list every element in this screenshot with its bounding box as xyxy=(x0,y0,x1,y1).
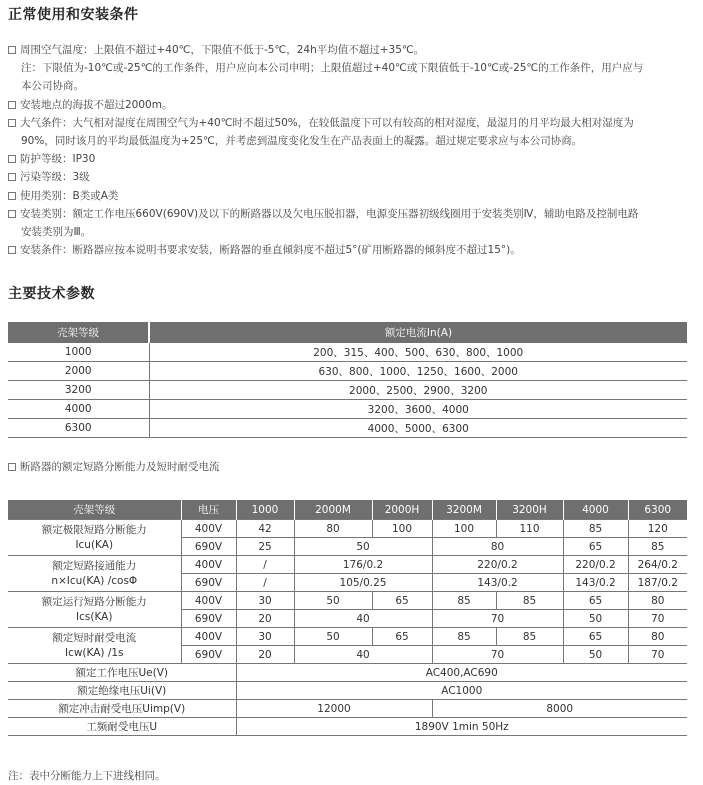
value-cell: 220/0.2 xyxy=(432,556,563,574)
value-cell: 85 xyxy=(496,628,563,646)
value-cell: 50 xyxy=(563,610,628,628)
value-cell: 264/0.2 xyxy=(628,556,687,574)
ui-value: AC1000 xyxy=(236,682,687,700)
header-1000: 1000 xyxy=(236,500,294,520)
value-cell: 65 xyxy=(563,628,628,646)
value-cell: 105/0.25 xyxy=(294,574,432,592)
value-cell: 143/0.2 xyxy=(432,574,563,592)
value-cell: 80 xyxy=(432,538,563,556)
value-cell: 100 xyxy=(372,520,432,538)
value-cell: 80 xyxy=(628,628,687,646)
conditions-text: 本公司协商。 xyxy=(21,80,84,93)
conditions-text: 使用类别：B类或A类 xyxy=(20,189,119,202)
conditions-line xyxy=(8,152,95,166)
conditions-line xyxy=(8,43,424,57)
bullet-square-icon xyxy=(8,46,16,54)
value-cell: 80 xyxy=(628,592,687,610)
value-cell: 85 xyxy=(563,520,628,538)
value-cell: 50 xyxy=(294,628,372,646)
section-title-specs: 主要技术参数 xyxy=(8,286,95,302)
value-cell: 50 xyxy=(563,646,628,664)
uimp-value-1: 12000 xyxy=(236,700,432,718)
icw-label: 额定短时耐受电流 Icw(KA) /1s xyxy=(8,628,181,664)
current-cell: 2000、2500、2900、3200 xyxy=(149,381,687,400)
conditions-text: 污染等级：3级 xyxy=(20,171,90,184)
table-row xyxy=(8,592,687,610)
value-cell: 30 xyxy=(236,592,294,610)
conditions-line xyxy=(21,225,91,239)
header-frame: 壳架等级 xyxy=(8,500,181,520)
value-cell: 30 xyxy=(236,628,294,646)
bullet-square-icon xyxy=(8,173,16,181)
bullet-square-icon xyxy=(8,155,16,163)
bullet-square-icon xyxy=(8,119,16,127)
bullet-square-icon xyxy=(8,210,16,218)
value-cell: 85 xyxy=(628,538,687,556)
value-cell: 20 xyxy=(236,610,294,628)
table-row xyxy=(8,700,687,718)
voltage-cell: 690V xyxy=(181,538,236,556)
conditions-text: 安装类别为Ⅲ。 xyxy=(21,226,92,238)
voltage-cell: 400V xyxy=(181,520,236,538)
current-cell: 630、800、1000、1250、1600、2000 xyxy=(149,362,687,381)
header-rated-current: 额定电流In(A) xyxy=(149,322,687,343)
value-cell: 70 xyxy=(432,610,563,628)
bullet-square-icon xyxy=(8,246,16,254)
frame-cell: 6300 xyxy=(8,419,149,438)
table-row xyxy=(8,343,687,362)
frame-cell: 3200 xyxy=(8,381,149,400)
current-cell: 3200、3600、4000 xyxy=(149,400,687,419)
ics-label: 额定运行短路分断能力 Ics(KA) xyxy=(8,592,181,628)
section-title-conditions: 正常使用和安装条件 xyxy=(8,7,139,23)
value-cell: 70 xyxy=(628,646,687,664)
current-cell: 4000、5000、6300 xyxy=(149,419,687,438)
value-cell: 65 xyxy=(372,592,432,610)
value-cell: 120 xyxy=(628,520,687,538)
u-label: 工频耐受电压U xyxy=(8,718,236,736)
header-4000: 4000 xyxy=(563,500,628,520)
conditions-line xyxy=(8,116,634,130)
table-row xyxy=(8,381,687,400)
subtitle-text: 断路器的额定短路分断能力及短时耐受电流 xyxy=(20,461,220,473)
voltage-cell: 400V xyxy=(181,628,236,646)
frame-cell: 4000 xyxy=(8,400,149,419)
value-cell: 85 xyxy=(432,592,496,610)
frame-cell: 2000 xyxy=(8,362,149,381)
conditions-text: 安装地点的海拔不超过2000m。 xyxy=(20,98,173,111)
conditions-text: 90%，同时该月的平均最低温度为+25℃，并考虑到温度变化发生在产品表面上的凝露。超过规定要求应与本公司协商。 xyxy=(21,135,583,147)
value-cell: 42 xyxy=(236,520,294,538)
header-3200m: 3200M xyxy=(432,500,496,520)
value-cell: 50 xyxy=(294,538,432,556)
conditions-line xyxy=(21,79,84,93)
conditions-text: 防护等级：IP30 xyxy=(20,153,96,166)
voltage-cell: 400V xyxy=(181,592,236,610)
voltage-cell: 690V xyxy=(181,610,236,628)
value-cell: 65 xyxy=(563,592,628,610)
ui-label: 额定绝缘电压Ui(V) xyxy=(8,682,236,700)
table-row xyxy=(8,682,687,700)
value-cell: 143/0.2 xyxy=(563,574,628,592)
value-cell: 25 xyxy=(236,538,294,556)
conditions-line xyxy=(8,189,118,203)
icu-label: 额定极限短路分断能力 Icu(KA) xyxy=(8,520,181,556)
table-row xyxy=(8,400,687,419)
table-row xyxy=(8,628,687,646)
bullet-square-icon xyxy=(8,463,16,471)
header-2000m: 2000M xyxy=(294,500,372,520)
header-6300: 6300 xyxy=(628,500,687,520)
table-row xyxy=(8,419,687,438)
value-cell: 85 xyxy=(496,592,563,610)
conditions-text: 安装类别：额定工作电压660V(690V)及以下的断路器以及欠电压脱扣器，电源变压器初级线圈用于安装类别Ⅳ，辅助电路及控制电路 xyxy=(20,207,639,220)
voltage-cell: 400V xyxy=(181,556,236,574)
value-cell: 40 xyxy=(294,610,432,628)
table-row xyxy=(8,718,687,736)
voltage-cell: 690V xyxy=(181,574,236,592)
value-cell: 65 xyxy=(563,538,628,556)
icm-label: 额定短路接通能力 n×Icu(KA) /cosΦ xyxy=(8,556,181,592)
conditions-text: 大气条件：大气相对湿度在周围空气为+40℃时不超过50%，在较低温度下可以有较高的相对湿度，最湿月的月平均最大相对湿度为 xyxy=(20,116,634,129)
conditions-text: 注：下限值为-10℃或-25℃的工作条件，用户应向本公司申明；上限值超过+40℃或下限值低于-10℃或-25℃的工作条件，用户应与 xyxy=(21,62,644,75)
uimp-label: 额定冲击耐受电压Uimp(V) xyxy=(8,700,236,718)
value-cell: / xyxy=(236,574,294,592)
table-row xyxy=(8,664,687,682)
conditions-line xyxy=(8,243,521,257)
value-cell: 176/0.2 xyxy=(294,556,432,574)
value-cell: 50 xyxy=(294,592,372,610)
conditions-line xyxy=(8,98,172,112)
conditions-text: 安装条件：断路器应按本说明书要求安装，断路器的垂直倾斜度不超过5°(矿用断路器的倾斜度不超过15°)。 xyxy=(20,244,521,257)
header-2000h: 2000H xyxy=(372,500,432,520)
subtitle-breaking-capacity xyxy=(8,460,220,474)
value-cell: 65 xyxy=(372,628,432,646)
footnote: 注：表中分断能力上下进线相同。 xyxy=(8,770,166,782)
value-cell: 20 xyxy=(236,646,294,664)
value-cell: / xyxy=(236,556,294,574)
bullet-square-icon xyxy=(8,192,16,200)
conditions-line xyxy=(8,207,638,221)
u-value: 1890V 1min 50Hz xyxy=(236,718,687,736)
voltage-cell: 690V xyxy=(181,646,236,664)
rated-current-table xyxy=(8,322,687,438)
bullet-square-icon xyxy=(8,101,16,109)
table-row xyxy=(8,362,687,381)
value-cell: 110 xyxy=(496,520,563,538)
value-cell: 187/0.2 xyxy=(628,574,687,592)
value-cell: 40 xyxy=(294,646,432,664)
value-cell: 80 xyxy=(294,520,372,538)
header-voltage: 电压 xyxy=(181,500,236,520)
ue-label: 额定工作电压Ue(V) xyxy=(8,664,236,682)
ue-value: AC400,AC690 xyxy=(236,664,687,682)
breaking-capacity-table xyxy=(8,500,687,736)
conditions-text: 周围空气温度：上限值不超过+40℃，下限值不低于-5℃，24h平均值不超过+35℃。 xyxy=(20,44,425,56)
value-cell: 220/0.2 xyxy=(563,556,628,574)
value-cell: 70 xyxy=(628,610,687,628)
current-cell: 200、315、400、500、630、800、1000 xyxy=(149,343,687,362)
value-cell: 100 xyxy=(432,520,496,538)
value-cell: 85 xyxy=(432,628,496,646)
uimp-value-2: 8000 xyxy=(432,700,687,718)
header-frame-grade: 壳架等级 xyxy=(8,322,149,343)
table-row xyxy=(8,520,687,538)
conditions-line xyxy=(8,170,90,184)
frame-cell: 1000 xyxy=(8,343,149,362)
conditions-line xyxy=(21,134,582,148)
header-3200h: 3200H xyxy=(496,500,563,520)
conditions-line xyxy=(21,61,643,75)
table-row xyxy=(8,556,687,574)
value-cell: 70 xyxy=(432,646,563,664)
